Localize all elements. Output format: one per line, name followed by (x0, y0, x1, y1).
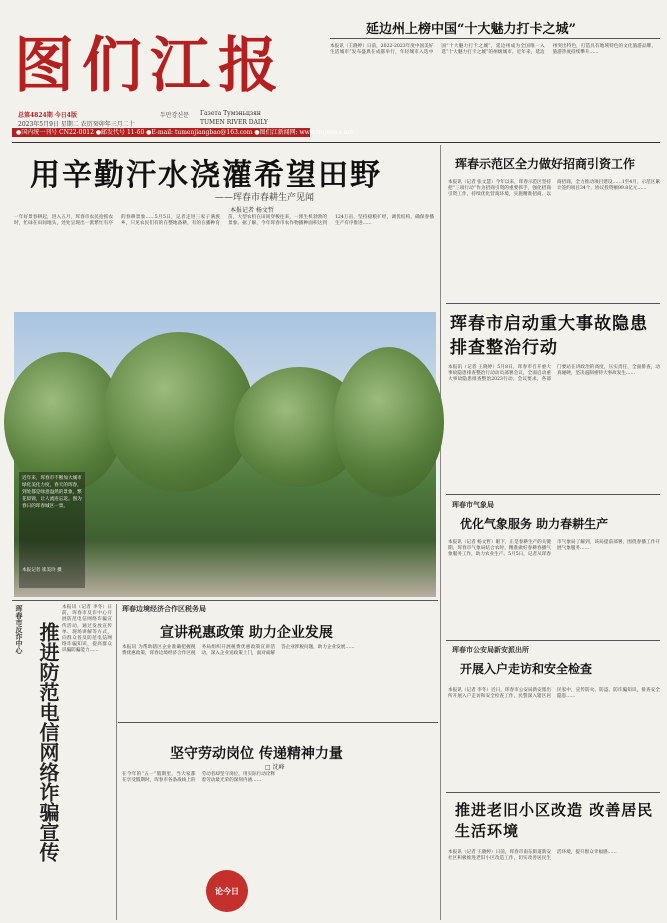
divider (12, 600, 438, 601)
headline-accident-check: 珲春市启动重大事故隐患排查整治行动 (450, 314, 648, 358)
headline-police: 开展入户走访和安全检查 (460, 662, 593, 676)
issue-info: 总第4824期 今日4版 (18, 112, 77, 119)
article-police-body: 本报讯（记者 李冬）近日，珲春市公安局新安派出所开展入户走访和安全检查工作，民警深入辖区居民家中，宣传防火、防盗、防诈骗知识，排查安全隐患…… (448, 688, 660, 700)
english-name: TUMEN RIVER DAILY (200, 119, 268, 126)
main-article-body: 一年好景春耕起，进入五月，珲春市农民抢抓农时，忙碌在田间地头，处处呈现出一派繁忙有序的春耕景象……5月5日，记者走进三家子满族乡，只见农民们有的在整地备耕，有的在播种育苗，大型农机在田间穿梭往来，一派生机勃勃的景象。据了解，今年珲春市农作物播种面积达到124万亩，坚持稳粮扩经，调优结构，确保春播生产有序推进…… (14, 215, 434, 227)
tree-shape (334, 347, 444, 497)
issue-date: 2023年5月9日 星期二 农历癸卯年三月二十 (18, 121, 135, 128)
article-investment-body: 本报讯（记者 张文慧）今年以来，珲春示范区坚持把“三项行动”作为招商引资的重要抓手，强化招商引资工作，持续优化营商环境，实施精准招商、以商招商，全力推动项目建设……1至4月，示范区累计签约项目34个，协议投资额99.8亿元…… (448, 180, 660, 198)
seal-text: 论今日 (215, 886, 239, 896)
info-band: ●国内统一刊号 CN22-0012 ●邮发代号 11-60 ●E-mail: tumenjiangbao@163.com ●图们江新闻网: www.tmjnews.net (12, 128, 310, 137)
divider (446, 303, 660, 304)
main-byline: 本报记者 杨文哲 (230, 207, 274, 214)
article-renovation-body: 本报讯（记者 王晓婷）日前，珲春市南东街道新安社区积极推进老旧小区改造工作，切实改善居民生活环境，提升群众幸福感…… (448, 850, 617, 862)
russian-name: Газета Тумэньцзян (200, 110, 261, 117)
divider (330, 38, 660, 39)
kicker-anti-fraud: 珲春市反诈中心 (15, 605, 24, 654)
kicker-tax-bureau: 珲春边境经济合作区税务局 (122, 604, 206, 613)
article-accident-body: 本报讯（记者 王晓婷）5月8日，珲春市召开重大事故隐患排查整治行动动员部署会议，全面启动重大事故隐患排查整治2023行动。会议要求，各部门要站在讲政治的高度，压实责任，全面排查，动真碰硬，坚决遏制重特大事故发生…… (448, 365, 660, 383)
masthead-title: 图们江报 (14, 31, 286, 101)
divider (12, 142, 660, 143)
headline-investment: 珲春示范区全力做好招商引资工作 (455, 157, 636, 171)
article-top-right-body: 本报讯（王晓婷）日前，2022-2023年度中国美好生活城市“发布盛典在成都举行，年轻城市入选中国“十大魅力打卡之城”，延边州成为全国唯一入选“十大魅力打卡之城”的州级城市。近年来，延边州突出特色，打造具有地域特色的文化旅游品牌，旅游热度持续攀升…… (330, 44, 656, 56)
headline-weather-service: 优化气象服务 助力春耕生产 (460, 517, 609, 531)
column-divider (440, 145, 441, 920)
divider (446, 640, 660, 641)
divider (446, 494, 660, 495)
divider (446, 792, 660, 793)
headline-top-right: 延边州上榜中国“十大魅力打卡之城” (366, 22, 576, 37)
headline-tax-policy: 宣讲税惠政策 助力企业发展 (160, 625, 333, 641)
photo-credit: 本报记者 崔美玲 摄 (22, 568, 62, 573)
article-weather-body: 本报讯（记者 杨文哲）眼下，正是春耕生产的关键期。珲春市气象局结合农时，精准做好春耕春播气象服务工作，助力农业生产。5月5日，记者从珲春市气象局了解到，该局提前部署，围绕春播工作开展气象服务…… (448, 540, 660, 558)
photo-caption: 近年来，珲春市不断加大城市绿化美化力度，春天的珲春，到处都是绿意盎然的景象，繁花似锦，让人流连忘返。图为春日的珲春城区一景。 (22, 476, 82, 509)
photo-caption-box (19, 472, 85, 588)
main-subtitle: ——珲春市春耕生产见闻 (215, 193, 315, 203)
labor-byline: □ 沈峰 (265, 764, 285, 771)
headline-labor: 坚守劳动岗位 传递精神力量 (170, 746, 343, 762)
main-photo (14, 312, 436, 597)
commentary-seal-icon (206, 870, 248, 912)
column-divider (116, 604, 117, 920)
korean-name: 두만강신문 (160, 112, 189, 119)
kicker-weather-bureau: 珲春市气象局 (452, 500, 494, 509)
divider (118, 722, 438, 723)
headline-renovation: 推进老旧小区改造 改善居民生活环境 (455, 801, 654, 840)
tree-shape (104, 332, 254, 492)
article-labor-body: 在今年的“五一”假期里，当大家都在享受假期时，珲春市各条战线上的劳动者却坚守岗位，用实际行动诠释着劳动最光荣的深刻内涵…… (122, 772, 276, 784)
kicker-police: 珲春市公安局新安派出所 (452, 645, 529, 654)
headline-anti-fraud: 推进防范电信网络诈骗宣传 (36, 622, 60, 862)
main-headline: 用辛勤汗水浇灌希望田野 (30, 158, 382, 193)
article-anti-fraud-body: 本报讯（记者 李冬）日前，珲春市反诈中心开展防范电信网络诈骗宣传活动，通过发放宣传单、现场讲解等方式，向群众普及防范电信网络诈骗知识，提高群众识骗防骗能力…… (62, 605, 112, 654)
article-tax-body: 本报讯 为帮助辖区企业准确把握税费优惠政策，珲春边境经济合作区税务局组织开展税费优惠政策宣讲活动，深入企业送政策上门，面对面解答企业涉税问题，助力企业发展…… (122, 645, 355, 657)
